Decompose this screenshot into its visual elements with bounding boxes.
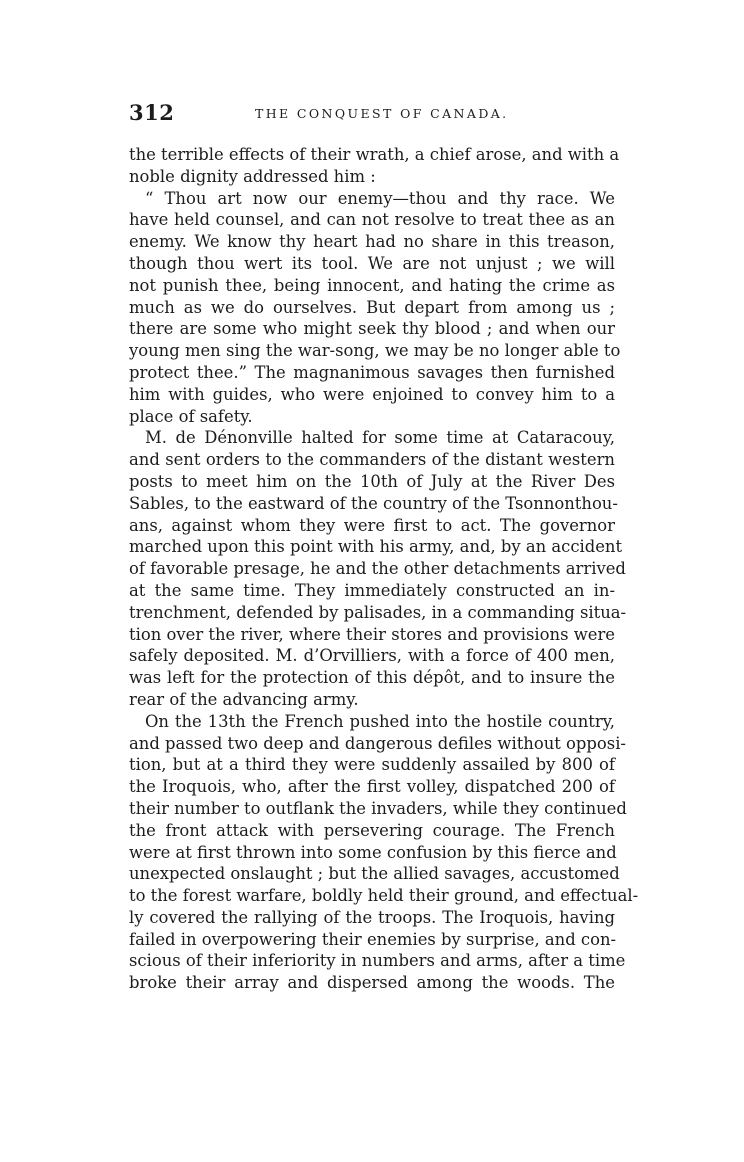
text-line: him with guides, who were enjoined to convey him to a xyxy=(129,384,615,404)
text-line: tion, but at a third they were suddenly assailed by 800 of xyxy=(129,755,615,775)
text-line: M. de Dénonville halted for some time at Cataracouy, xyxy=(145,428,615,448)
text-line: at the same time. They immediately constructed an in- xyxy=(129,580,615,600)
page-number: 312 xyxy=(129,100,175,125)
text-line: though thou wert its tool. We are not unjust ; we will xyxy=(129,253,615,273)
text-line: to the forest warfare, boldly held their ground, and effectual- xyxy=(129,886,639,906)
text-line: posts to meet him on the 10th of July at the River Des xyxy=(129,471,615,491)
text-line: have held counsel, and can not resolve to treat thee as an xyxy=(129,210,615,230)
text-line: noble dignity addressed him : xyxy=(129,166,376,186)
text-line: of favorable presage, he and the other detachments arrived xyxy=(129,559,626,579)
text-line: scious of their inferiority in numbers and arms, after a time xyxy=(129,951,626,971)
text-line: the terrible effects of their wrath, a chief arose, and with a xyxy=(129,145,620,164)
text-line: was left for the protection of this dépôt, and to insure the xyxy=(129,668,615,688)
text-line: marched upon this point with his army, and, by an accident xyxy=(129,537,623,557)
text-line: failed in overpowering their enemies by surprise, and con- xyxy=(129,929,617,949)
text-line: broke their array and dispersed among the woods. The xyxy=(129,973,615,993)
text-line: the front attack with persevering courage. The French xyxy=(129,820,615,840)
text-line: young men sing the war-song, we may be no longer able to xyxy=(129,341,621,361)
text-line: and sent orders to the commanders of the distant western xyxy=(129,450,615,470)
text-line: tion over the river, where their stores and provisions were xyxy=(129,624,615,644)
text-line: were at first thrown into some confusion by this fierce and xyxy=(129,842,617,862)
text-line: trenchment, defended by palisades, in a commanding situa- xyxy=(129,602,627,622)
running-head xyxy=(129,100,615,128)
text-line: their number to outflank the invaders, while they continued xyxy=(129,798,627,818)
text-line: much as we do ourselves. But depart from among us ; xyxy=(129,297,615,317)
text-line: enemy. We know thy heart had no share in this treason, xyxy=(129,232,615,252)
text-line: place of safety. xyxy=(129,406,253,426)
body-text xyxy=(129,144,639,994)
running-title: THE CONQUEST OF CANADA. xyxy=(255,106,509,121)
text-line: not punish thee, being innocent, and hating the crime as xyxy=(129,275,615,295)
text-line: “ Thou art now our enemy—thou and thy race. We xyxy=(145,188,615,208)
text-line: there are some who might seek thy blood ; and when our xyxy=(129,319,615,339)
text-line: safely deposited. M. d’Orvilliers, with a force of 400 men, xyxy=(129,646,615,666)
text-line: the Iroquois, who, after the first volley, dispatched 200 of xyxy=(129,777,615,797)
text-line: On the 13th the French pushed into the hostile country, xyxy=(145,711,615,731)
text-line: rear of the advancing army. xyxy=(129,689,359,709)
text-line: and passed two deep and dangerous defiles without opposi- xyxy=(129,733,626,753)
text-line: unexpected onslaught ; but the allied savages, accustomed xyxy=(129,864,620,884)
text-line: ly covered the rallying of the troops. The Iroquois, having xyxy=(129,907,615,927)
text-line: Sables, to the eastward of the country of the Tsonnonthou- xyxy=(129,493,618,513)
text-line: protect thee.” The magnanimous savages then furnished xyxy=(129,362,615,382)
text-line: ans, against whom they were first to act. The governor xyxy=(129,515,615,535)
